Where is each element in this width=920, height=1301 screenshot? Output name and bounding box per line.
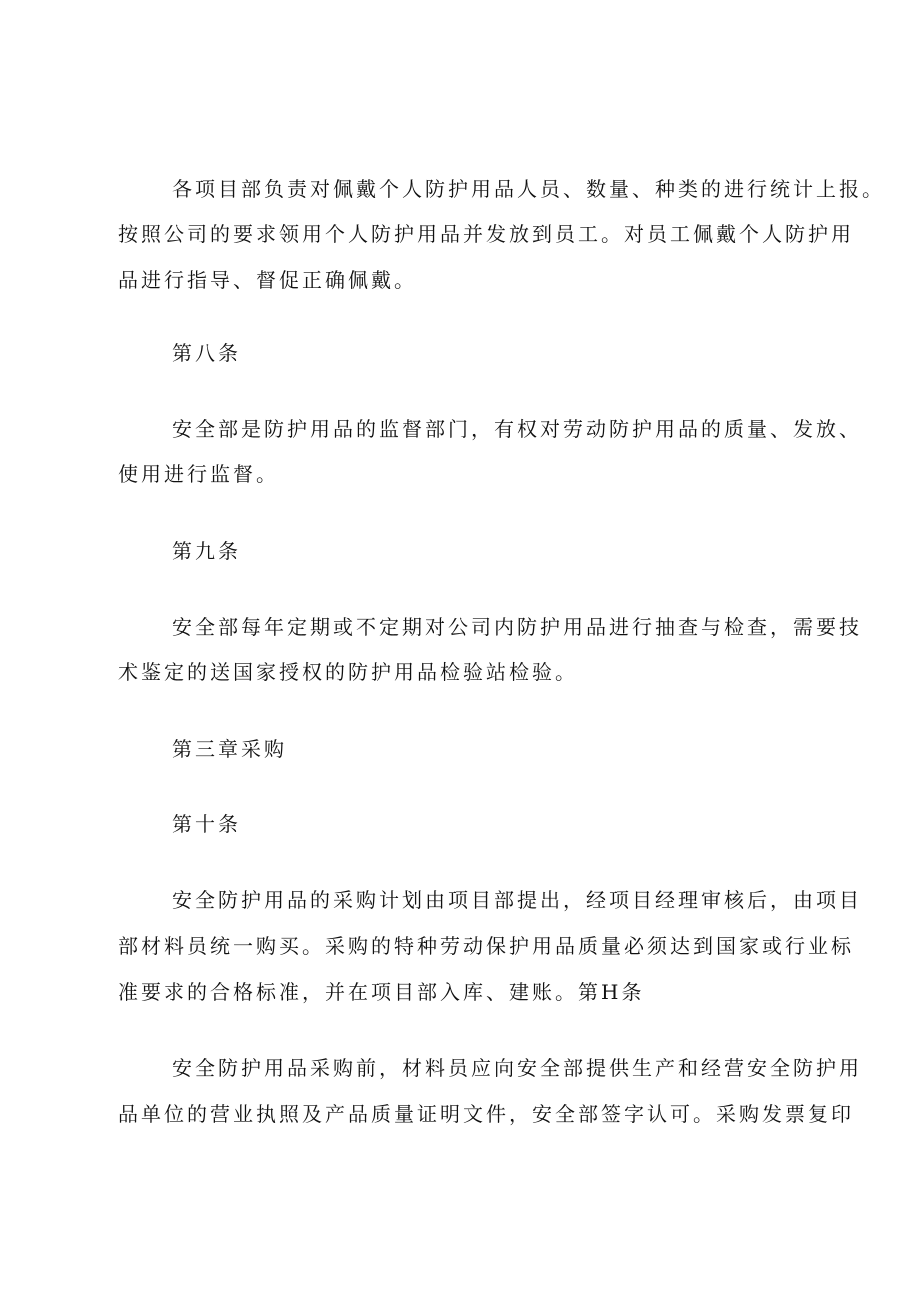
paragraph-9-line-2: 品单位的营业执照及产品质量证明文件，安全部签字认可。采购发票复印 [118,1102,854,1126]
chapter-3-heading: 第三章采购 [172,737,287,761]
paragraph-3-line-1: 安全部是防护用品的监督部门，有权对劳动防护用品的质量、发放、 [172,417,862,441]
article-8-heading: 第八条 [172,341,241,365]
paragraph-8-line-3: 准要求的合格标准，并在项目部入库、建账。第H条 [118,980,645,1004]
paragraph-1-line-1: 各项目部负责对佩戴个人防护用品人员、数量、种类的进行统计上报。 [172,177,885,201]
paragraph-5-line-2: 术鉴定的送国家授权的防护用品检验站检验。 [118,660,578,684]
paragraph-9-line-1: 安全防护用品采购前，材料员应向安全部提供生产和经营安全防护用 [172,1056,862,1080]
paragraph-1-line-2: 按照公司的要求领用个人防护用品并发放到员工。对员工佩戴个人防护用 [118,222,854,246]
paragraph-3-line-2: 使用进行监督。 [118,462,279,486]
paragraph-8-line-2: 部材料员统一购买。采购的特种劳动保护用品质量必须达到国家或行业标 [118,934,854,958]
paragraph-1-line-3: 品进行指导、督促正确佩戴。 [118,268,417,292]
paragraph-5-line-1: 安全部每年定期或不定期对公司内防护用品进行抽查与检查，需要技 [172,615,862,639]
paragraph-8-line-1: 安全防护用品的采购计划由项目部提出，经项目经理审核后，由项目 [172,888,862,912]
article-9-heading: 第九条 [172,539,241,563]
article-10-heading: 第十条 [172,812,241,836]
